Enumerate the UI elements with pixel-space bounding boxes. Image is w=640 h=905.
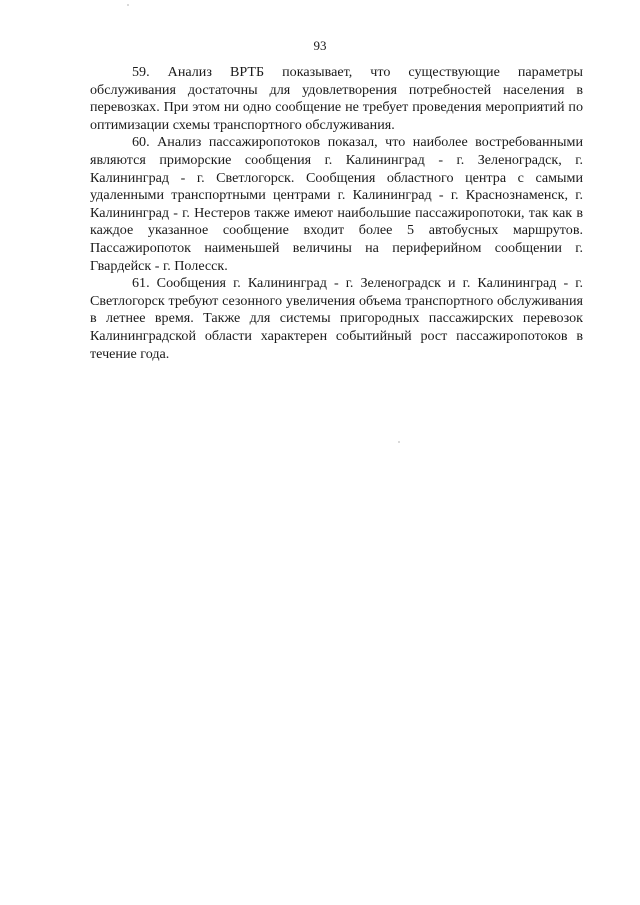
paragraph-61: 61. Сообщения г. Калининград - г. Зеленоградск и г. Калининград - г. Светлогорск требуют сезонного увеличения объема транспортного обслуживания в летнее время. Также для системы пригородных пассажирских перевозок Калининградской области характерен событийный рост пассажиропотоков в течение года. bbox=[90, 275, 583, 362]
body-text bbox=[90, 64, 583, 363]
paragraph-59: 59. Анализ ВРТБ показывает, что существующие параметры обслуживания достаточны для удовлетворения потребностей населения в перевозках. При этом ни одно сообщение не требует проведения мероприятий по оптимизации схемы транспортного обслуживания. bbox=[90, 64, 583, 133]
page-number: 93 bbox=[313, 38, 327, 53]
scan-speck bbox=[127, 4, 129, 6]
scan-speck bbox=[398, 441, 400, 443]
paragraph-60: 60. Анализ пассажиропотоков показал, что наиболее востребованными являются приморские сообщения г. Калининград - г. Зеленоградск, г. Калининград - г. Светлогорск. Сообщения областного центра с самыми удаленными транспортными центрами г. Калининград - г. Краснознаменск, г. Калининград - г. Нестеров также имеют наибольшие пассажиропотоки, так как в каждое указанное сообщение входит более 5 автобусных маршрутов. Пассажиропоток наименьшей величины на периферийном сообщении г. Гвардейск - г. Полесск. bbox=[90, 134, 583, 274]
